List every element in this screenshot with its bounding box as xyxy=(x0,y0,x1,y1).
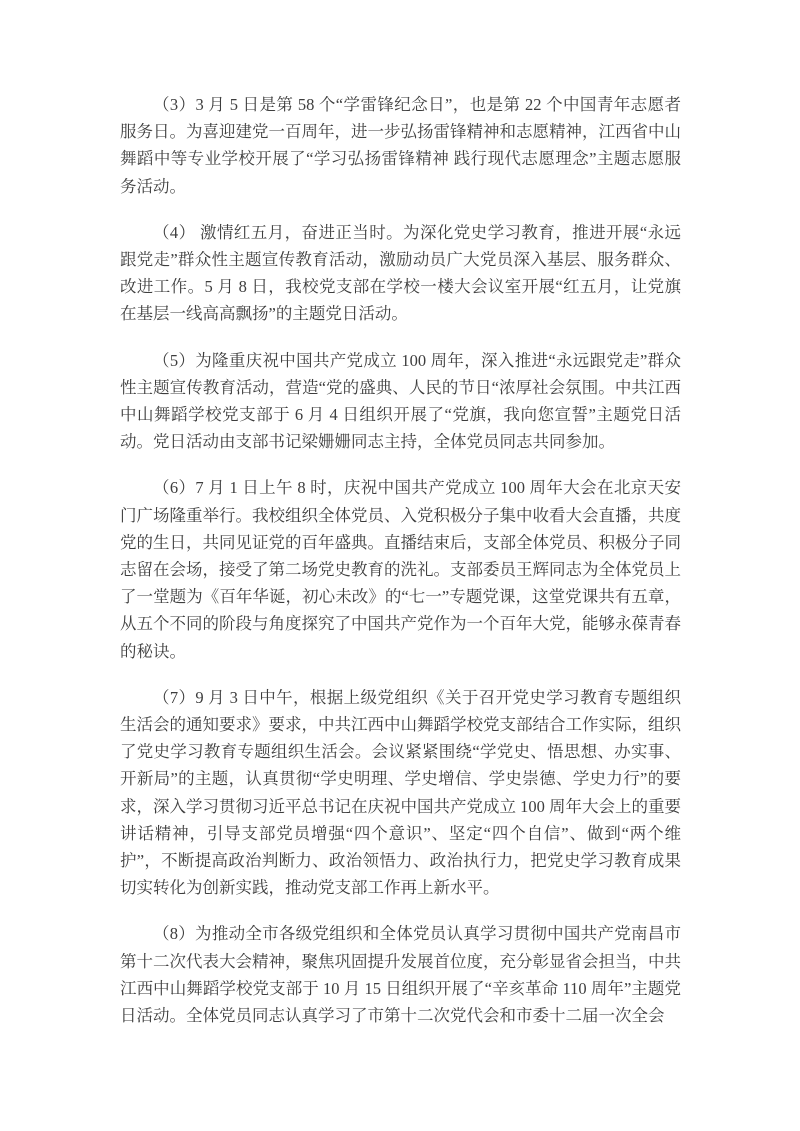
paragraph: （8）为推动全市各级党组织和全体党员认真学习贯彻中国共产党南昌市第十二次代表大会精神，聚焦巩固提升发展首位度，充分彰显省会担当，中共江西中山舞蹈学校党支部于 10 月 15 日组织开展了“辛亥革命 110 周年”主题党日活动。全体党员同志认真学习了市第十二次党代会和市委十二届一次全会 xyxy=(120,924,681,1026)
paragraph: （4） 激情红五月，奋进正当时。为深化党史学习教育，推进开展“永远跟党走”群众性主题宣传教育活动，激励动员广大党员深入基层、服务群众、改进工作。5 月 8 日，我校党支部在学校一楼大会议室开展“红五月，让党旗在基层一线高高飘扬”的主题党日活动。 xyxy=(120,222,681,324)
document-text-block xyxy=(120,91,681,1029)
paragraph: （7）9 月 3 日中午，根据上级党组织《关于召开党史学习教育专题组织生活会的通知要求》要求，中共江西中山舞蹈学校党支部结合工作实际，组织了党史学习教育专题组织生活会。会议紧紧围绕“学党史、悟思想、办实事、开新局”的主题，认真贯彻“学史明理、学史增信、学史崇德、学史力行”的要求，深入学习贯彻习近平总书记在庆祝中国共产党成立 100 周年大会上的重要讲话精神，引导支部党员增强“四个意识”、坚定“四个自信”、做到“两个维护”，不断提高政治判断力、政治领悟力、政治执行力，把党史学习教育成果切实转化为创新实践，推动党支部工作再上新水平。 xyxy=(120,687,681,898)
paragraph: （3）3 月 5 日是第 58 个“学雷锋纪念日”，也是第 22 个中国青年志愿者服务日。为喜迎建党一百周年，进一步弘扬雷锋精神和志愿精神，江西省中山舞蹈中等专业学校开展了“学习弘扬雷锋精神 践行现代志愿理念”主题志愿服务活动。 xyxy=(120,95,681,196)
paragraph: （6）7 月 1 日上午 8 时，庆祝中国共产党成立 100 周年大会在北京天安门广场隆重举行。我校组织全体党员、入党积极分子集中收看大会直播，共度党的生日，共同见证党的百年盛典。直播结束后，支部全体党员、积极分子同志留在会场，接受了第二场党史教育的洗礼。支部委员王辉同志为全体党员上了一堂题为《百年华诞，初心未改》的“七一”专题党课，这堂党课共有五章，从五个不同的阶段与角度探究了中国共产党作为一个百年大党，能够永葆青春的秘诀。 xyxy=(120,478,681,661)
paragraph: （5）为隆重庆祝中国共产党成立 100 周年，深入推进“永远跟党走”群众性主题宣传教育活动，营造“党的盛典、人民的节日“浓厚社会氛围。中共江西中山舞蹈学校党支部于 6 月 4 日组织开展了“党旗，我向您宣誓”主题党日活动。党日活动由支部书记梁姗姗同志主持，全体党员同志共同参加。 xyxy=(120,350,681,452)
